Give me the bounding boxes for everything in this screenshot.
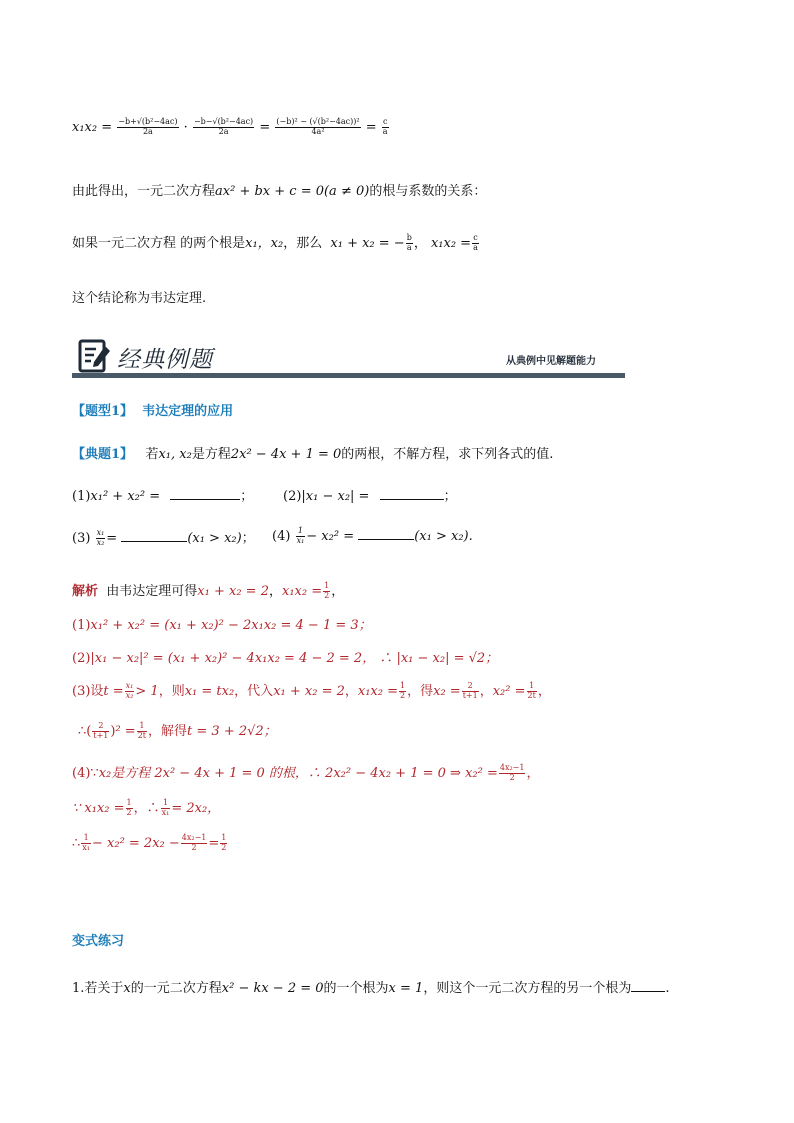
pq1-blank[interactable] — [631, 979, 665, 992]
s6-frac: $\frac{1}{\text{x₁}}$ — [82, 833, 90, 852]
type-title: 韦达定理的应用 — [142, 404, 234, 419]
s4-text: x₂是方程 2x² − 4x + 1 = 0 的根，∴ 2x₂² − 4x₂ + 1 = 0 ⇒ x₂² = — [98, 766, 498, 781]
q3-blank[interactable] — [121, 529, 187, 542]
s2-expr: |x₁ − x₂|² = (x₁ + x₂)² − 4x₁x₂ = 4 − 2 = 2， ∴ |x₁ − x₂| = √2； — [90, 651, 499, 666]
solution-prod: x₁x₂ = — [281, 584, 323, 599]
solution-step-5 — [72, 797, 220, 818]
s5-frac: $\frac{1}{\text{x₁}}$ — [161, 798, 170, 817]
statement-mid: ，那么 — [283, 236, 323, 251]
example-text-b: 是方程 — [191, 447, 231, 462]
s1-label: (1) — [72, 618, 91, 633]
solution-label: 解析 — [72, 584, 99, 599]
s3b-eq: ² = — [115, 724, 136, 739]
s3-get: ，得 — [407, 684, 434, 699]
s3-frac2: $\frac{2}{t+1}$ — [462, 681, 478, 700]
frac-b-over-a: $\frac{b}{a}$ — [406, 233, 412, 252]
s5-c: = 2x₂， — [171, 801, 221, 816]
s5-half: $\frac{1}{2}$ — [126, 798, 132, 817]
frac-root1: $\frac{\text{−b+√(b²−4ac)}}{2a}$ — [118, 117, 178, 136]
s2-label: (2) — [72, 651, 91, 666]
s5-b: ，∴ — [133, 801, 160, 816]
notebook-pencil-icon — [76, 338, 112, 374]
s3-then: ，则 — [158, 684, 185, 699]
frac-c-over-a-2: $\frac{c}{a}$ — [473, 233, 478, 252]
roots-label: x₁，x₂ — [245, 236, 284, 251]
q1-blank[interactable] — [170, 487, 240, 500]
s3b-frac: $\frac{2}{t+1}$ — [93, 721, 109, 740]
solution-step-1 — [72, 614, 372, 633]
example-vars: x₁, x₂ — [158, 447, 192, 462]
s3-gt: > 1 — [135, 684, 159, 699]
s3b-frac2: $\frac{1}{2t}$ — [137, 721, 147, 740]
s3-label: (3)设 — [72, 684, 104, 699]
example-text-c: 的两根，不解方程，求下列各式的值. — [341, 447, 554, 462]
s4-frac: $\frac{\text{4x₂−1}}{2}$ — [499, 763, 525, 782]
frac-root2: $\frac{\text{−b−√(b²−4ac)}}{2a}$ — [193, 117, 254, 136]
question-2: (2)|x₁ − x₂| = ； — [283, 489, 457, 504]
banner-title: 经典例题 — [117, 347, 213, 373]
pq1-b: 的一元二次方程 — [130, 981, 222, 996]
type-tag: 【题型1】 — [72, 404, 134, 419]
question-3: (3) $\frac{\text{x₁}}{\text{x₂}}$ = (x₁ > x₂)； — [72, 528, 255, 547]
s3b-solve: ，解得 — [148, 724, 188, 739]
s6-frac2: $\frac{\text{4x₂−1}}{2}$ — [181, 833, 207, 852]
sum-formula: x₁ + x₂ = − — [330, 236, 405, 251]
relation-line — [72, 180, 486, 199]
solution-intro: 解析 由韦达定理可得x₁ + x₂ = 2，x₁x₂ = $\frac{1}{2}$ ， — [72, 581, 345, 600]
example-equation: 2x² − 4x + 1 = 0 — [230, 447, 342, 462]
s3-t: t = — [103, 684, 124, 699]
solution-step-3b: ∴( $\frac{2}{t+1}$ )² = $\frac{1}{2t}$ ，解得t = 3 + 2√2； — [78, 721, 277, 740]
q2-blank[interactable] — [380, 487, 444, 500]
q2-label: (2) — [283, 489, 302, 504]
practice-question-1 — [72, 977, 669, 996]
pq1-e: . — [665, 981, 670, 996]
banner-divider — [72, 373, 625, 378]
pq1-a: 1.若关于 — [72, 981, 124, 996]
solution-sum: x₁ + x₂ = 2 — [197, 584, 269, 599]
prod-formula: x₁x₂ = — [430, 236, 472, 251]
pq1-c: 的一个根为 — [323, 981, 389, 996]
frac-c-over-a: $\frac{c}{a}$ — [382, 117, 388, 136]
q4-expr: − x₂² = — [306, 529, 355, 544]
s6-a: ∴ — [72, 835, 81, 851]
product-formula-line: x₁x₂ = $\frac{\text{−b+√(b²−4ac)}}{2a}$ · $\frac{\text{−b−√(b²−4ac)}}{2a}$ = $\frac{\text{(−b)² − (√(b²−4ac))²}}{\text{4a²}}$ = $\frac{c}{a}$ — [72, 117, 388, 136]
q2-expr: |x₁ − x₂| = — [301, 489, 370, 504]
q3-label: (3) — [72, 531, 91, 546]
frac-expand: $\frac{\text{(−b)² − (√(b²−4ac))²}}{\text{4a²}}$ — [276, 117, 360, 136]
s3b-therefore: ∴ — [78, 724, 87, 739]
s3-half: $\frac{1}{2}$ — [400, 681, 406, 700]
q4-frac: $\frac{1}{\text{x₁}}$ — [296, 526, 305, 545]
solution-step-4: (4)∵x₂是方程 2x² − 4x + 1 = 0 的根，∴ 2x₂² − 4x₂ + 1 = 0 ⇒ x₂² = $\frac{\text{4x₂−1}}{2}$ ， — [72, 763, 540, 782]
s3-x2: x₂ = — [433, 684, 461, 699]
solution-step-6 — [72, 834, 228, 853]
pq1-equation: x² − kx − 2 = 0 — [221, 981, 324, 996]
q1-label: (1) — [72, 489, 91, 504]
s3-sub: ，代入 — [234, 684, 274, 699]
s3-frac: $\frac{\text{x₁}}{\text{x₂}}$ — [125, 681, 134, 700]
s3-x1: x₁ = tx₂ — [184, 684, 235, 699]
s1-expr: x₁² + x₂² = (x₁ + x₂)² − 2x₁x₂ = 4 − 1 = 3； — [90, 618, 372, 633]
question-1: (1)x₁² + x₂² = ； — [72, 489, 254, 504]
s3b-result: t = 3 + 2√2； — [187, 724, 277, 739]
q3-frac: $\frac{\text{x₁}}{\text{x₂}}$ — [96, 528, 105, 547]
s4-label: (4)∵ — [72, 766, 99, 781]
question-4 — [272, 527, 473, 546]
example-text-a: 若 — [145, 447, 159, 462]
s3-frac3: $\frac{1}{2t}$ — [527, 681, 536, 700]
general-equation: ax² + bx + c = 0(a ≠ 0) — [215, 184, 370, 199]
q4-label: (4) — [272, 529, 291, 544]
s3-prod: x₁x₂ = — [357, 684, 398, 699]
q3-condition: (x₁ > x₂) — [187, 531, 242, 546]
relation-suffix: 的根与系数的关系： — [369, 184, 487, 199]
product-lhs: x₁x₂ = — [72, 119, 113, 135]
q1-expr: x₁² + x₂² = — [90, 489, 161, 504]
statement-prefix: 如果一元二次方程 的两个根是 — [72, 236, 246, 251]
s5-a: ∵ x₁x₂ = — [72, 801, 125, 816]
pq1-x: x — [123, 981, 131, 996]
solution-intro-text: 由韦达定理可得 — [106, 584, 198, 599]
type-heading — [72, 400, 233, 419]
solution-step-3: (3)设t = $\frac{\text{x₁}}{\text{x₂}}$ > 1，则x₁ = tx₂，代入x₁ + x₂ = 2，x₁x₂ = $\frac{1}{2}$ ，得x₂ = $\frac{2}{t+1}$ ，x₂² = $\frac{1}{2t}$ ， — [72, 681, 551, 700]
pq1-d: ，则这个一元二次方程的另一个根为 — [423, 981, 632, 996]
s6-half: $\frac{1}{2}$ — [221, 833, 227, 852]
practice-heading: 变式练习 — [72, 934, 125, 949]
s3-sum: x₁ + x₂ = 2 — [273, 684, 345, 699]
relation-prefix: 由此得出，一元二次方程 — [72, 184, 216, 199]
pq1-root: x = 1 — [388, 981, 424, 996]
vieta-conclusion: 这个结论称为韦达定理. — [72, 291, 207, 306]
s6-c: = — [208, 835, 220, 851]
q4-blank[interactable] — [358, 527, 414, 540]
s6-b: − x₂² = 2x₂ − — [92, 835, 180, 851]
banner-subtitle: 从典例中见解题能力 — [506, 356, 596, 367]
solution-step-2 — [72, 647, 498, 666]
example-statement — [72, 443, 553, 462]
s3-x2sq: x₂² = — [492, 684, 526, 699]
solution-half: $\frac{1}{2}$ — [324, 581, 330, 600]
vieta-statement-line: 如果一元二次方程 的两个根是x₁，x₂，那么 x₁ + x₂ = − $\frac{b}{a}$ ， x₁x₂ = $\frac{c}{a}$ — [72, 233, 478, 252]
q4-condition: (x₁ > x₂). — [414, 529, 473, 544]
example-tag: 【典题1】 — [72, 447, 134, 462]
